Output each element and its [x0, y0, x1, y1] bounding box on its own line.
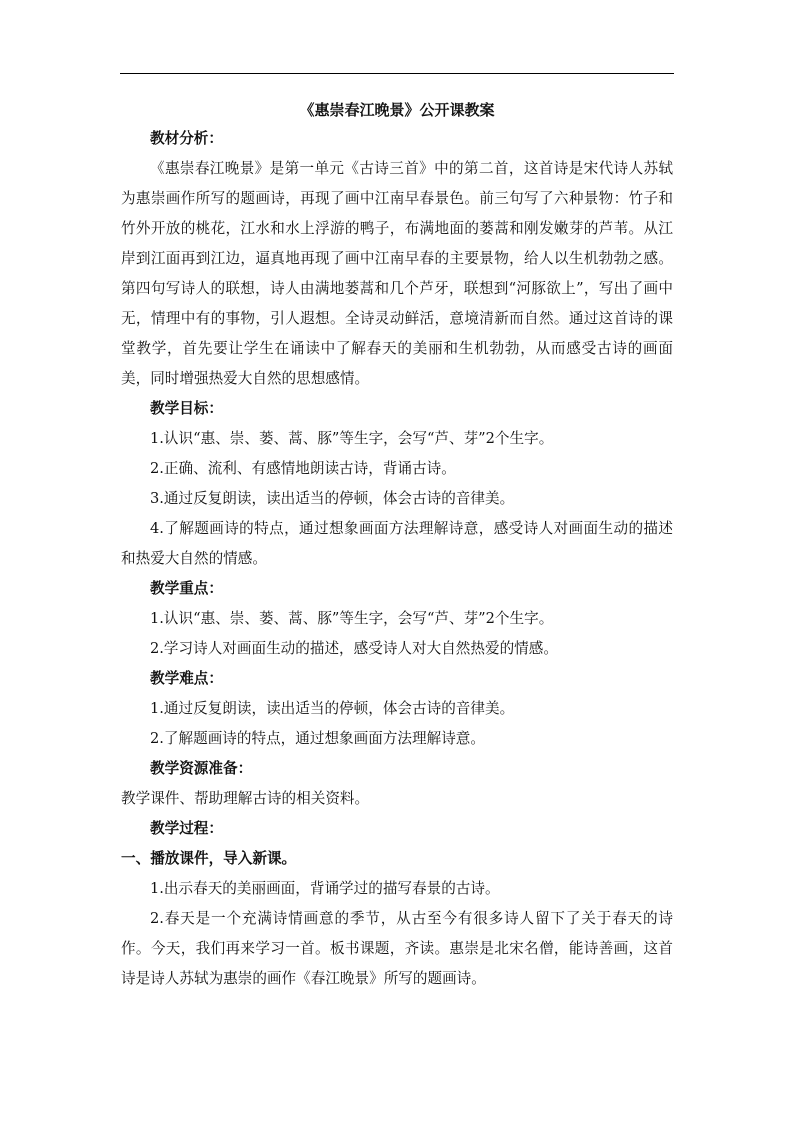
analysis-heading: 教材分析： [150, 130, 223, 147]
difficult-point-item: 1.通过反复朗读，读出适当的停顿，体会古诗的音律美。 [150, 700, 515, 717]
key-point-item: 2.学习诗人对画面生动的描述，感受诗人对大自然热爱的情感。 [150, 640, 558, 657]
goal-item: 4.了解题画诗的特点，通过想象画面方法理解诗意，感受诗人对画面生动的描述和热爱大自然的情感。 [121, 520, 673, 567]
step1-item: 1.出示春天的美丽画面，背诵学过的描写春景的古诗。 [150, 880, 500, 897]
goal-item: 1.认识“惠、崇、蒌、蒿、豚”等生字，会写“芦、芽”2个生字。 [150, 430, 554, 447]
key-point-item: 1.认识“惠、崇、蒌、蒿、豚”等生字，会写“芦、芽”2个生字。 [150, 610, 554, 627]
key-points-heading: 教学重点： [150, 580, 223, 597]
difficult-point-item: 2.了解题画诗的特点，通过想象画面方法理解诗意。 [150, 730, 485, 747]
goal-item: 2.正确、流利、有感情地朗读古诗，背诵古诗。 [150, 460, 456, 477]
goal-item: 3.通过反复朗读，读出适当的停顿，体会古诗的音律美。 [150, 490, 515, 507]
process-heading: 教学过程： [150, 820, 223, 837]
step1-heading: 一、播放课件，导入新课。 [121, 850, 297, 867]
analysis-paragraph: 《惠崇春江晚景》是第一单元《古诗三首》中的第二首，这首诗是宋代诗人苏轼为惠崇画作所写的题画诗，再现了画中江南早春景色。前三句写了六种景物：竹子和竹外开放的桃花，江水和水上浮游的鸭子，布满地面的蒌蒿和刚发嫩芽的芦苇。从江岸到江面再到江边，逼真地再现了画中江南早春的主要景物，给人以生机勃勃之感。第四句写诗人的联想，诗人由满地蒌蒿和几个芦牙，联想到“河豚欲上”，写出了画中无，情理中有的事物，引人遐想。全诗灵动鲜活，意境清新而自然。通过这首诗的课堂教学，首先要让学生在诵读中了解春天的美丽和生机勃勃，从而感受古诗的画面美，同时增强热爱大自然的思想感情。 [121, 160, 673, 387]
document-page [121, 98, 673, 994]
resources-text: 教学课件、帮助理解古诗的相关资料。 [121, 790, 370, 807]
resources-heading: 教学资源准备： [150, 760, 253, 777]
difficult-points-heading: 教学难点： [150, 670, 223, 687]
goals-heading: 教学目标： [150, 400, 223, 417]
document-title: 《惠崇春江晚景》公开课教案 [299, 101, 495, 119]
header-rule [120, 73, 674, 74]
step1-item: 2.春天是一个充满诗情画意的季节，从古至今有很多诗人留下了关于春天的诗作。今天，我们再来学习一首。板书课题，齐读。惠崇是北宋名僧，能诗善画，这首诗是诗人苏轼为惠崇的画作《春江晚景》所写的题画诗。 [121, 910, 673, 987]
